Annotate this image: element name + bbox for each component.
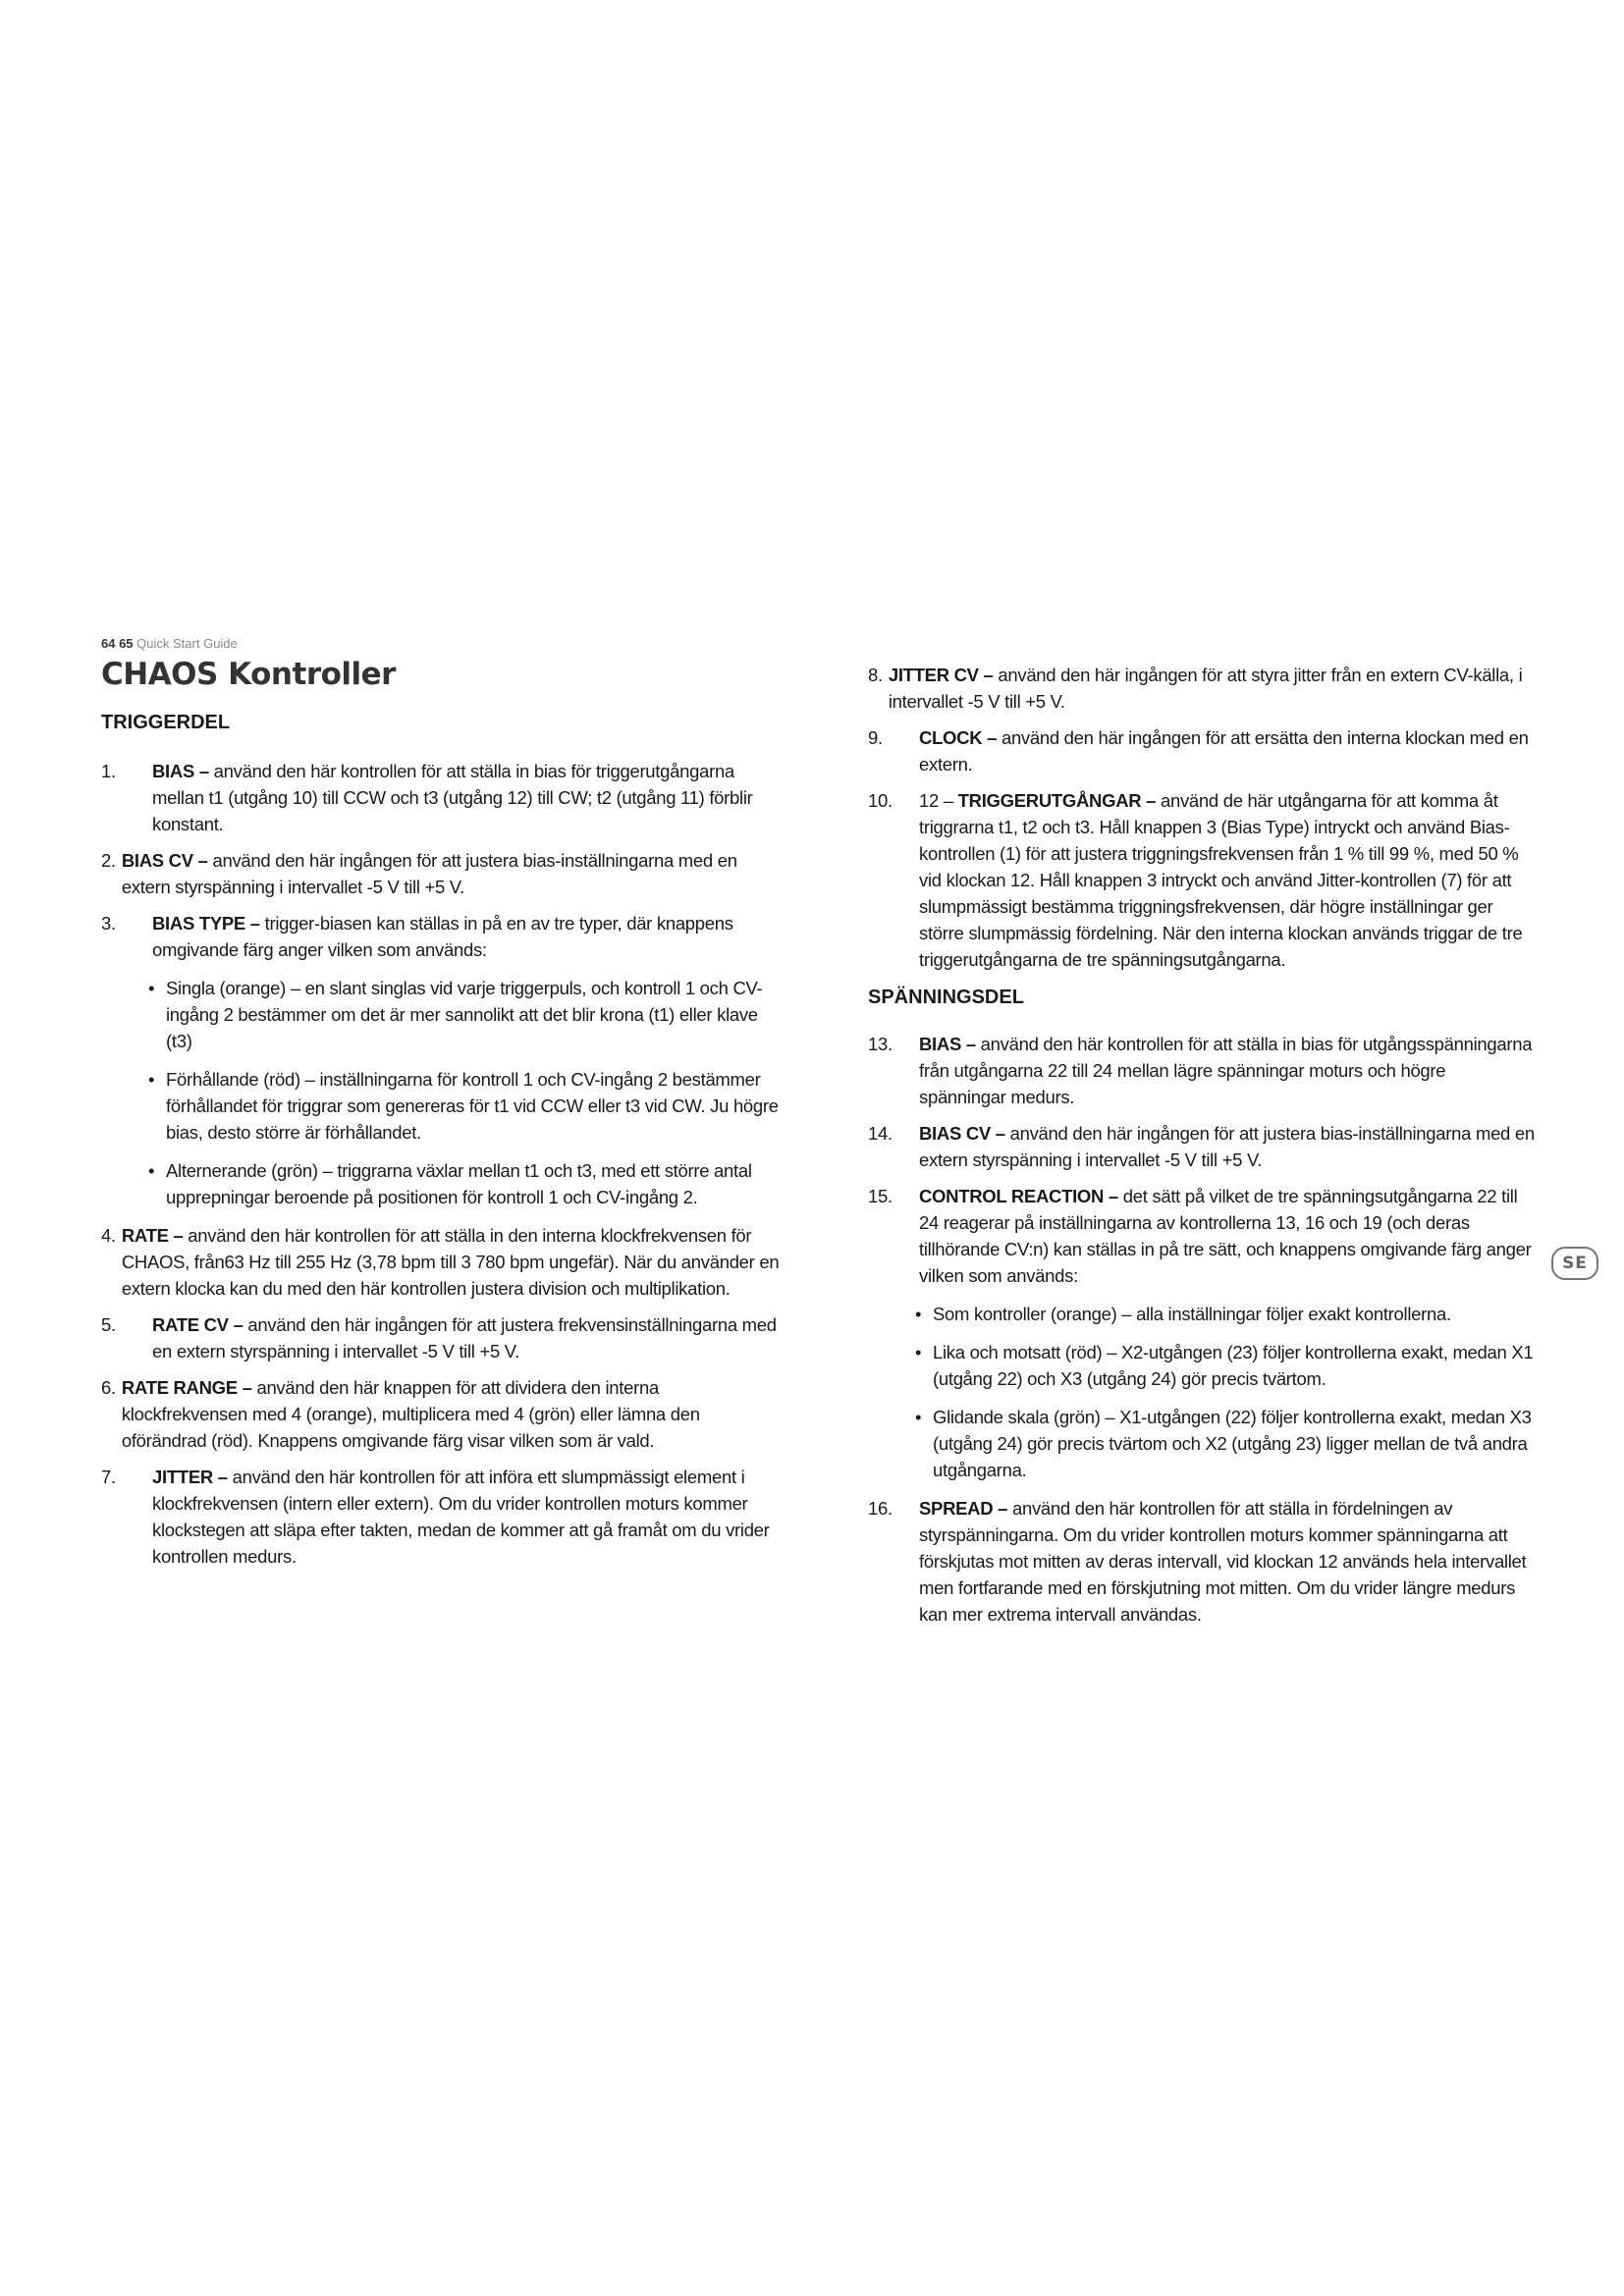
page-title: CHAOS Kontroller: [101, 657, 396, 692]
item-number: 7.: [101, 1467, 116, 1487]
item-text: använd den här kontrollen för att ställa in bias för triggerutgångarna mellan t1 (utgång 10) till CCW och t3 (utgång 12) till CW; t2 (utgång 11) förblir konstant.: [152, 761, 753, 834]
item-number: 2.: [101, 850, 116, 871]
list-item: [868, 1183, 1536, 1289]
page-numbers: 64 65: [101, 636, 134, 651]
list-item: [868, 724, 1536, 777]
item-text: trigger-biasen kan ställas in på en av tre typer, där knappens omgivande färg anger vilken som används:: [152, 913, 733, 960]
item-text: använd den här ingången för att justera frekvensinställningarna med en extern styrspänning i intervallet -5 V till +5 V.: [152, 1314, 777, 1362]
item-number: 9.: [868, 727, 883, 748]
item-number: 10.: [868, 790, 893, 811]
control-reaction-options: [868, 1301, 1536, 1483]
item-number: 5.: [101, 1314, 116, 1335]
item-text: använd de här utgångarna för att komma åt triggrarna t1, t2 och t3. Håll knappen 3 (Bias Type) intryckt och använd Bias-kontrollen (1) för att justera triggningsfrekvensen från 1 % till 99 %, med 50 % vid klockan 12. Håll knappen 3 intryckt och använd Jitter-kontrollen (7) för att slumpmässigt bestämma triggningsfrekvensen, där högre inställningar ger större slumpmässig fördelning. När den interna klockan används triggar de tre triggerutgångarna de tre spänningsutgångarna.: [919, 790, 1523, 970]
left-column: [101, 657, 788, 1579]
item-text: använd den här kontrollen för att ställa in bias för utgångsspänningarna från utgångarna 22 till 24 mellan lägre spänningar moturs och högre spänningar medurs.: [919, 1034, 1533, 1107]
item-term: CONTROL REACTION –: [919, 1186, 1118, 1206]
item-term: JITTER CV –: [888, 665, 994, 685]
item-number: 14.: [868, 1123, 893, 1144]
list-item: [868, 662, 1536, 715]
right-column: [868, 662, 1536, 1637]
item-text: använd den här ingången för att justera bias-inställningarna med en extern styrspänning i intervallet -5 V till +5 V.: [121, 850, 737, 897]
item-number: 13.: [868, 1034, 893, 1054]
list-item: [868, 1031, 1536, 1110]
item-term: BIAS –: [919, 1034, 976, 1054]
bullet-item: • Lika och motsatt (röd) – X2-utgången (23) följer kontrollerna exakt, medan X1 (utgång 22) och X3 (utgång 24) gör precis tvärtom.: [915, 1339, 1536, 1392]
list-item: [101, 910, 788, 963]
list-item: [868, 1120, 1536, 1173]
list-item: [101, 1311, 788, 1364]
item-text: använd den här kontrollen för att införa ett slumpmässigt element i klockfrekvensen (intern eller extern). Om du vrider kontrollen moturs kommer klockstegen att släpa efter takten, medan de kommer att gå framåt om du vrider kontrollen medurs.: [152, 1467, 770, 1567]
item-number: 8.: [868, 665, 883, 685]
list-item: [101, 758, 788, 837]
bias-type-options: [101, 975, 788, 1210]
item-text: använd den här knappen för att dividera den interna klockfrekvensen med 4 (orange), multiplicera med 4 (grön) eller lämna den oförändrad (röd). Knappens omgivande färg visar vilken som är vald.: [121, 1377, 700, 1451]
list-item: [101, 847, 788, 900]
item-term: BIAS CV –: [919, 1123, 1005, 1144]
item-term: CLOCK –: [919, 727, 998, 748]
item-text: använd den här kontrollen för att ställa in den interna klockfrekvensen för CHAOS, från63 Hz till 255 Hz (3,78 bpm till 3 780 bpm ungefär). När du använder en extern klocka kan du med den här kontrollen justera division och multiplikation.: [121, 1225, 780, 1299]
item-number: 4.: [101, 1225, 116, 1246]
item-number: 1.: [101, 761, 116, 781]
item-prefix: 12 –: [919, 790, 958, 811]
bullet-item: • Som kontroller (orange) – alla inställningar följer exakt kontrollerna.: [915, 1301, 1536, 1327]
item-number: 15.: [868, 1186, 893, 1206]
item-text: använd den här kontrollen för att ställa in fördelningen av styrspänningarna. Om du vrider kontrollen moturs kommer spänningarna att förskjutas mot mitten av deras intervall, vid klockan 12 används hela intervallet men fortfarande med en förskjutning mot mitten. Om du vrider längre medurs kan mer extrema intervall användas.: [919, 1498, 1527, 1625]
item-term: BIAS CV –: [121, 850, 208, 871]
language-badge: SE: [1551, 1247, 1598, 1280]
item-term: RATE RANGE –: [121, 1377, 252, 1398]
guide-label: Quick Start Guide: [136, 636, 238, 651]
list-item: [868, 1495, 1536, 1628]
bullet-item: • Förhållande (röd) – inställningarna för kontroll 1 och CV-ingång 2 bestämmer förhållandet för triggrar som genereras för t1 vid CCW eller t3 vid CW. Ju högre bias, desto större är förhållandet.: [148, 1066, 788, 1146]
list-item: [101, 1222, 788, 1302]
item-text: det sätt på vilket de tre spänningsutgångarna 22 till 24 reagerar på inställningarna av kontrollerna 13, 16 och 19 (och deras tillhörande CV:n) kan ställas in på tre sätt, och knappens omgivande färg anger vilken som används:: [919, 1186, 1532, 1286]
item-text: använd den här ingången för att styra jitter från en extern CV-källa, i intervallet -5 V till +5 V.: [888, 665, 1523, 712]
item-term: RATE CV –: [152, 1314, 244, 1335]
bullet-item: • Glidande skala (grön) – X1-utgången (22) följer kontrollerna exakt, medan X3 (utgång 24) gör precis tvärtom och X2 (utgång 23) ligger mellan de två andra utgångarna.: [915, 1404, 1536, 1483]
bullet-item: • Alternerande (grön) – triggrarna växlar mellan t1 och t3, med ett större antal upprepningar beroende på positionen för kontroll 1 och CV-ingång 2.: [148, 1157, 788, 1210]
item-number: 6.: [101, 1377, 116, 1398]
list-item: [101, 1464, 788, 1570]
item-term: BIAS TYPE –: [152, 913, 260, 934]
item-term: SPREAD –: [919, 1498, 1008, 1519]
item-text: använd den här ingången för att justera bias-inställningarna med en extern styrspänning i intervallet -5 V till +5 V.: [919, 1123, 1535, 1170]
section-heading-trigger: TRIGGERDEL: [101, 712, 231, 733]
bullet-item: • Singla (orange) – en slant singlas vid varje triggerpuls, och kontroll 1 och CV-ingång 2 bestämmer om det är mer sannolikt att det blir krona (t1) eller klave (t3): [148, 975, 788, 1054]
item-text: använd den här ingången för att ersätta den interna klockan med en extern.: [919, 727, 1529, 774]
section-heading-voltage: SPÄNNINGSDEL: [868, 987, 1024, 1008]
item-term: RATE –: [121, 1225, 184, 1246]
item-term: JITTER –: [152, 1467, 228, 1487]
page-header: [101, 636, 238, 651]
list-item: [868, 787, 1536, 973]
list-item: [101, 1374, 788, 1454]
item-term: BIAS –: [152, 761, 209, 781]
item-number: 3.: [101, 913, 116, 934]
item-number: 16.: [868, 1498, 893, 1519]
item-term: TRIGGERUTGÅNGAR –: [957, 790, 1157, 811]
